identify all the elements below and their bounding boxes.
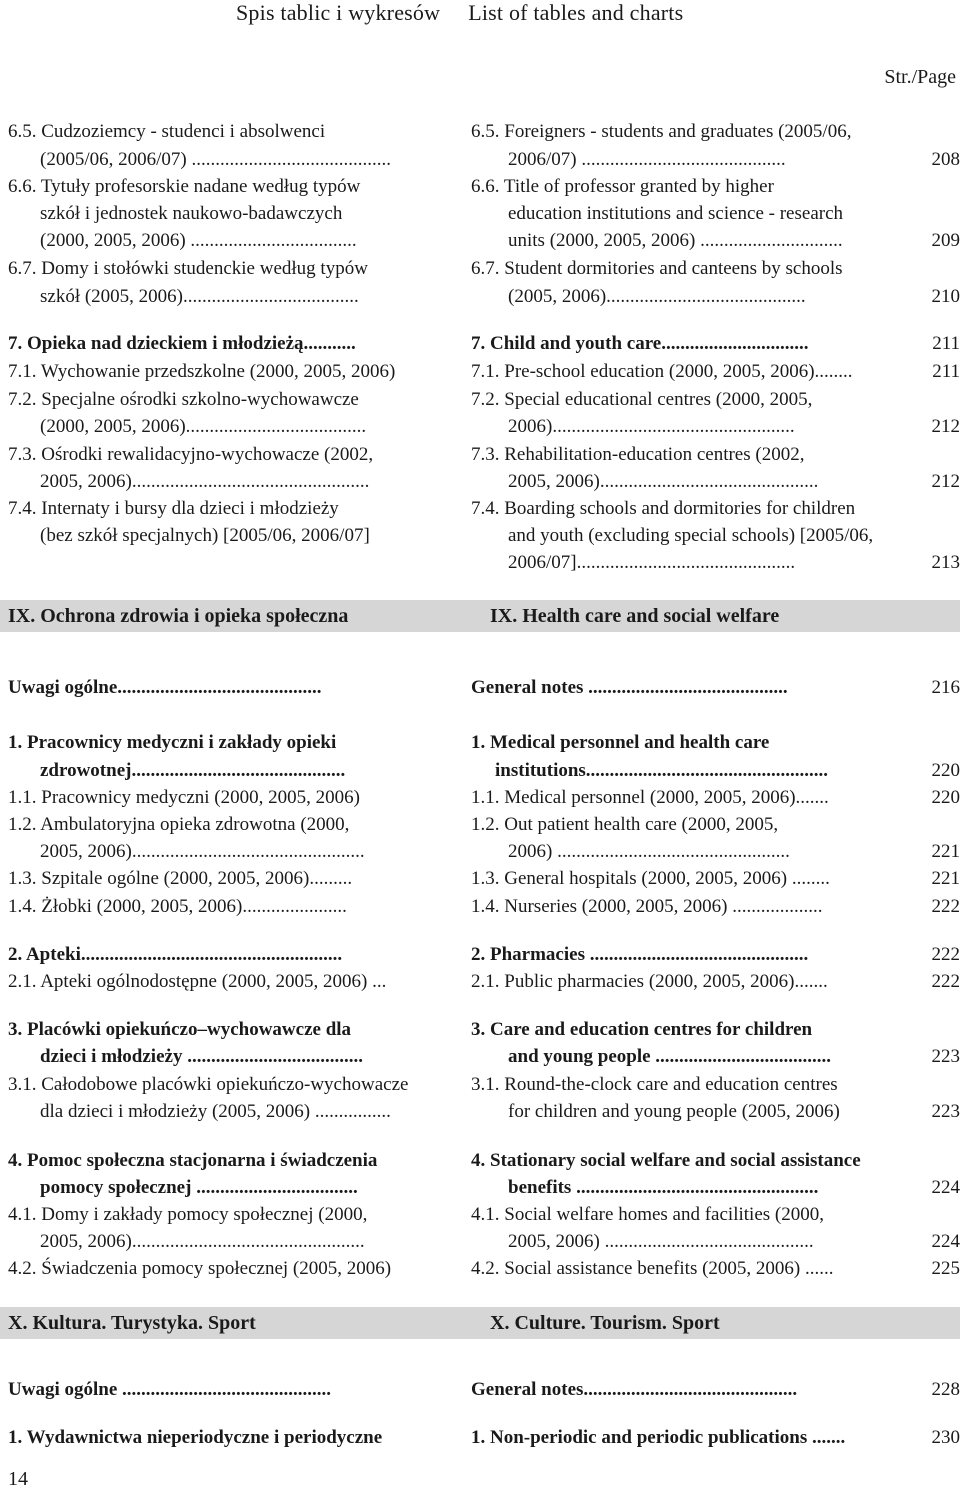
toc-page-number: 228 [931,1379,960,1400]
toc-entry [0,549,960,577]
toc-chapter [0,1016,960,1044]
section-title-en: IX. Health care and social welfare [490,605,780,627]
toc-chapter [0,674,960,702]
toc-entry [0,358,960,386]
toc-entry [0,386,960,414]
toc-entry-pl: (2000, 2005, 2006)...................................... [40,416,367,437]
toc-entry [0,441,960,469]
section-title-pl: X. Kultura. Turystyka. Sport [8,1312,256,1334]
toc-chapter-en: 7. Child and youth care............................... [471,333,809,354]
toc-entry-pl: 6.5. Cudzoziemcy - studenci i absolwenci [8,121,326,142]
toc-entry-en: 2006/07].............................................. [508,552,796,573]
toc-entry-en: 6.7. Student dormitories and canteens by schools [471,258,843,279]
toc-entry-pl: 1.1. Pracownicy medyczni (2000, 2005, 2006) [8,787,360,808]
toc-chapter [0,941,960,969]
section-band [0,1307,960,1339]
toc-entry [0,495,960,523]
section-title-en: X. Culture. Tourism. Sport [490,1312,720,1334]
toc-entry-en: 1.2. Out patient health care (2000, 2005, [471,814,779,835]
toc-chapter-en: 4. Stationary social welfare and social assistance [471,1150,861,1171]
toc-entry-pl: 7.3. Ośrodki rewalidacyjno-wychowacze (2002, [8,444,374,465]
toc-page-number: 210 [931,286,960,307]
toc-entry-en: units (2000, 2005, 2006) .............................. [508,230,843,251]
toc-page-number: 223 [931,1046,960,1067]
toc-entry-pl: dla dzieci i młodzieży (2005, 2006) ................ [40,1101,391,1122]
toc-entry-pl: 6.6. Tytuły profesorskie nadane według typów [8,176,361,197]
toc-entry-en: 2006/07) ........................................... [508,149,786,170]
toc-entry-en: 1.1. Medical personnel (2000, 2005, 2006)....... [471,787,829,808]
toc-page-number: 212 [931,416,960,437]
toc-entry-pl: 2005, 2006)................................................. [40,841,365,862]
toc-entry [0,413,960,441]
toc-chapter-en: 1. Non-periodic and periodic publications ....... [471,1427,846,1448]
toc-chapter [0,1424,960,1452]
toc-entry [0,522,960,550]
toc-page-number: 221 [931,868,960,889]
toc-chapter-pl: dzieci i młodzieży ..................................... [40,1046,363,1067]
toc-chapter [0,1376,960,1404]
page-header [236,0,683,26]
toc-page-number: 216 [931,677,960,698]
toc-page-number: 222 [931,944,960,965]
toc-page-number: 222 [931,971,960,992]
toc-entry-en: 2006)................................................... [508,416,795,437]
toc-entry-en: 7.4. Boarding schools and dormitories for children [471,498,856,519]
toc-entry-pl: 4.1. Domy i zakłady pomocy społecznej (2000, [8,1204,368,1225]
toc-entry-pl: 7.4. Internaty i bursy dla dzieci i młodzieży [8,498,339,519]
toc-entry-pl: 4.2. Świadczenia pomocy społecznej (2005, 2006) [8,1258,392,1279]
toc-entry-pl: 7.2. Specjalne ośrodki szkolno-wychowawcze [8,389,359,410]
toc-entry-en: 2005, 2006) ............................................ [508,1231,814,1252]
toc-entry [0,1228,960,1256]
toc-page-number: 211 [932,333,960,354]
page-number: 14 [8,1468,28,1490]
toc-entry-pl: 6.7. Domy i stołówki studenckie według typów [8,258,368,279]
toc-entry-en: 1.3. General hospitals (2000, 2005, 2006) ........ [471,868,830,889]
toc-chapter-pl: pomocy społecznej .................................. [40,1177,358,1198]
toc-page-number: 225 [931,1258,960,1279]
toc-chapter-pl: zdrowotnej............................................. [40,760,346,781]
toc-entry-en: 6.6. Title of professor granted by higher [471,176,774,197]
toc-page-number: 221 [931,841,960,862]
section-title-pl: IX. Ochrona zdrowia i opieka społeczna [8,605,349,627]
toc-entry [0,283,960,311]
toc-chapter-en: and young people ..................................... [508,1046,832,1067]
toc-entry [0,893,960,921]
toc-entry-pl: (2005/06, 2006/07) .......................................... [40,149,391,170]
toc-chapter-pl: 4. Pomoc społeczna stacjonarna i świadczenia [8,1150,378,1171]
toc-entry-pl: 2005, 2006)................................................. [40,1231,365,1252]
toc-entry-en: for children and young people (2005, 2006) [508,1101,840,1122]
toc-page-number: 224 [931,1231,960,1252]
toc-entry [0,200,960,228]
toc-chapter-pl: Uwagi ogólne ............................................ [8,1379,331,1400]
toc-entry-en: 4.2. Social assistance benefits (2005, 2006) ...... [471,1258,834,1279]
toc-entry-pl: 2.1. Apteki ogólnodostępne (2000, 2005, 2006) ... [8,971,387,992]
toc-chapter-en: institutions................................................... [495,760,829,781]
toc-chapter-pl: 7. Opieka nad dzieckiem i młodzieżą........... [8,333,356,354]
toc-entry-pl: 1.3. Szpitale ogólne (2000, 2005, 2006)......... [8,868,353,889]
toc-entry-en: 7.1. Pre-school education (2000, 2005, 2006)........ [471,361,853,382]
toc-chapter-pl: Uwagi ogólne........................................... [8,677,322,698]
toc-entry [0,227,960,255]
toc-page-number: 223 [931,1101,960,1122]
page-column-label: Str./Page [884,66,956,88]
toc-entry [0,811,960,839]
toc-chapter [0,1043,960,1071]
toc-chapter-pl: 3. Placówki opiekuńczo–wychowawcze dla [8,1019,352,1040]
toc-entry [0,838,960,866]
toc-entry-pl: (2000, 2005, 2006) ................................... [40,230,357,251]
toc-entry-pl: 7.1. Wychowanie przedszkolne (2000, 2005, 2006) [8,361,396,382]
toc-entry-en: 7.2. Special educational centres (2000, 2005, [471,389,813,410]
toc-entry-en: 2.1. Public pharmacies (2000, 2005, 2006)....... [471,971,828,992]
toc-entry-en: 7.3. Rehabilitation-education centres (2002, [471,444,805,465]
toc-chapter-en: General notes............................................. [471,1379,798,1400]
toc-chapter-pl: 1. Pracownicy medyczni i zakłady opieki [8,732,337,753]
toc-entry [0,1255,960,1283]
toc-entry-en: 1.4. Nurseries (2000, 2005, 2006) ................... [471,896,823,917]
toc-entry [0,1201,960,1229]
toc-chapter [0,330,960,358]
toc-entry-pl: 3.1. Całodobowe placówki opiekuńczo-wychowacze [8,1074,409,1095]
toc-chapter-en: 3. Care and education centres for children [471,1019,813,1040]
toc-entry-en: education institutions and science - research [508,203,844,224]
toc-entry [0,468,960,496]
toc-entry-pl: szkół (2005, 2006)..................................... [40,286,359,307]
toc-entry-en: 4.1. Social welfare homes and facilities (2000, [471,1204,824,1225]
toc-entry-en: 6.5. Foreigners - students and graduates (2005/06, [471,121,852,142]
toc-chapter-en: 2. Pharmacies .............................................. [471,944,809,965]
toc-entry-pl: (bez szkół specjalnych) [2005/06, 2006/07] [40,525,370,546]
toc-page-number: 220 [931,760,960,781]
toc-chapter-en: General notes .......................................... [471,677,788,698]
toc-entry [0,173,960,201]
toc-page-number: 212 [931,471,960,492]
toc-chapter [0,1147,960,1175]
toc-entry [0,968,960,996]
toc-entry-en: and youth (excluding special schools) [2005/06, [508,525,874,546]
toc-entry [0,784,960,812]
toc-entry-pl: 1.4. Żłobki (2000, 2005, 2006)...................... [8,896,347,917]
toc-entry-en: 2005, 2006).............................................. [508,471,819,492]
toc-chapter [0,729,960,757]
toc-entry-pl: 2005, 2006).................................................. [40,471,370,492]
toc-entry [0,118,960,146]
toc-chapter-pl: 1. Wydawnictwa nieperiodyczne i periodyczne [8,1427,383,1448]
toc-page-number: 209 [931,230,960,251]
toc-entry-en: 2006) ................................................. [508,841,790,862]
toc-entry [0,1098,960,1126]
toc-entry-pl: szkół i jednostek naukowo-badawczych [40,203,343,224]
toc-entry-en: 3.1. Round-the-clock care and education centres [471,1074,838,1095]
section-band [0,600,960,632]
toc-page-number: 213 [931,552,960,573]
toc-entry [0,865,960,893]
toc-chapter-en: benefits ................................................... [508,1177,819,1198]
toc-page-number: 211 [932,361,960,382]
header-title-pl: Spis tablic i wykresów [236,0,441,25]
toc-chapter-en: 1. Medical personnel and health care [471,732,770,753]
toc-page-number: 222 [931,896,960,917]
toc-chapter [0,757,960,785]
toc-chapter-pl: 2. Apteki....................................................... [8,944,343,965]
toc-page-number: 224 [931,1177,960,1198]
toc-entry [0,255,960,283]
toc-entry-pl: 1.2. Ambulatoryjna opieka zdrowotna (2000, [8,814,350,835]
toc-entry-en: (2005, 2006).......................................... [508,286,806,307]
toc-entry [0,1071,960,1099]
header-title-en: List of tables and charts [468,0,684,25]
toc-entry [0,146,960,174]
toc-chapter [0,1174,960,1202]
toc-page-number: 230 [931,1427,960,1448]
toc-page-number: 208 [931,149,960,170]
toc-page-number: 220 [931,787,960,808]
